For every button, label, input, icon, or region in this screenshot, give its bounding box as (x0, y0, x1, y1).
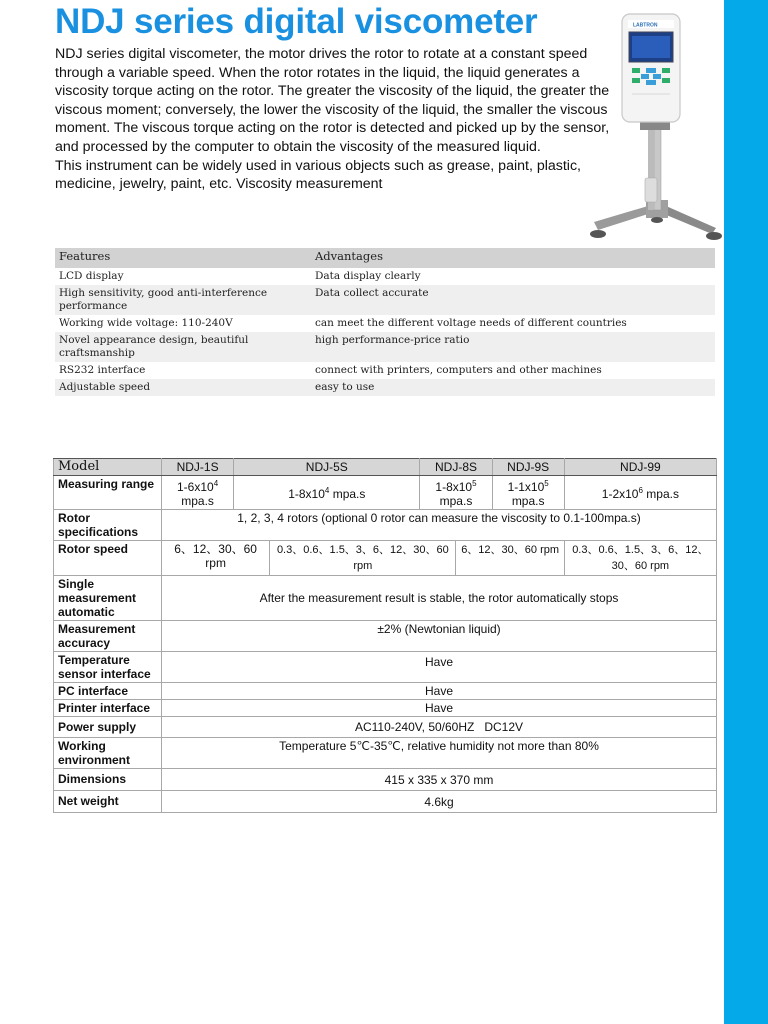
row-label: Rotor speed (54, 541, 162, 576)
row-label: Printer interface (54, 700, 162, 717)
power-supply-row (54, 717, 717, 738)
page-title: NDJ series digital viscometer (55, 2, 538, 41)
table-row (55, 332, 715, 362)
row-label: Power supply (54, 717, 162, 738)
printer-interface-value: Have (162, 700, 717, 717)
features-header: Features (55, 248, 311, 268)
feature-cell: High sensitivity, good anti-interference performance (55, 285, 311, 315)
intro-paragraph-2: This instrument can be widely used in various objects such as grease, paint, plastic, medicine, jewelry, paint, etc. Viscosity measurement (55, 157, 581, 193)
row-label: Working environment (54, 738, 162, 769)
working-environment-row (54, 738, 717, 769)
row-label: Rotor specifications (54, 510, 162, 541)
model-cell: NDJ-1S (162, 459, 234, 476)
range-cell: $1-6x10^4$ mpa.s (162, 476, 234, 510)
row-label: PC interface (54, 683, 162, 700)
row-label: Net weight (54, 791, 162, 813)
pc-interface-row (54, 683, 717, 700)
net-weight-row (54, 791, 717, 813)
power-supply-value: AC110-240V, 50/60HZ DC12V (162, 717, 717, 738)
model-cell: NDJ-5S (234, 459, 420, 476)
feature-cell: Working wide voltage: 110-240V (55, 315, 311, 332)
advantage-cell: Data collect accurate (311, 285, 715, 315)
features-header-row (55, 248, 715, 268)
feature-cell: LCD display (55, 268, 311, 285)
speed-cell: 6、12、30、60 rpm (456, 541, 564, 576)
table-row (55, 268, 715, 285)
speed-cell: 6、12、30、60 rpm (162, 541, 270, 576)
feature-cell: RS232 interface (55, 362, 311, 379)
side-accent-bar (724, 0, 768, 1024)
row-label: Dimensions (54, 769, 162, 791)
printer-interface-row (54, 700, 717, 717)
net-weight-value: 4.6kg (162, 791, 717, 813)
model-label: Model (54, 459, 162, 476)
model-row (54, 459, 717, 476)
pc-interface-value: Have (162, 683, 717, 700)
temperature-sensor-row (54, 652, 717, 683)
row-label: Temperature sensor interface (54, 652, 162, 683)
single-measurement-row (54, 576, 717, 621)
row-label: Single measurement automatic (54, 576, 162, 621)
model-cell: NDJ-9S (492, 459, 564, 476)
measuring-range-row (54, 476, 717, 510)
speed-cell: 0.3、0.6、1.5、3、6、12、30、60 rpm (270, 541, 456, 576)
intro-text (55, 45, 627, 194)
range-cell: $1-2x10^6$ mpa.s (564, 476, 716, 510)
intro-paragraph-1: NDJ series digital viscometer, the motor drives the rotor to rotate at a constant speed through a variable speed. When the rotor rotates in the liquid, the liquid generates a viscosity torque acting on the rotor. The greater the viscosity of the liquid, the greater the viscous moment; conversely, the lower the viscosity of the liquid, the smaller the viscous moment. The viscous torque acting on the rotor is detected and picked up by the sensor, and processed by the computer to obtain the viscosity of the measured liquid. (55, 46, 610, 155)
range-cell: $1-1x10^5$ mpa.s (492, 476, 564, 510)
feature-cell: Novel appearance design, beautiful craftsmanship (55, 332, 311, 362)
speed-cell: 0.3、0.6、1.5、3、6、12、30、60 rpm (564, 541, 716, 576)
row-label: Measuring range (54, 476, 162, 510)
range-cell: $1-8x10^5$ mpa.s (420, 476, 492, 510)
accuracy-value: ±2% (Newtonian liquid) (162, 621, 717, 652)
dimensions-row (54, 769, 717, 791)
advantage-cell: connect with printers, computers and other machines (311, 362, 715, 379)
table-row (55, 379, 715, 396)
row-label: Measurement accuracy (54, 621, 162, 652)
viscometer-image (588, 10, 724, 242)
advantage-cell: can meet the different voltage needs of different countries (311, 315, 715, 332)
rotor-spec-row (54, 510, 717, 541)
advantage-cell: Data display clearly (311, 268, 715, 285)
model-cell: NDJ-99 (564, 459, 716, 476)
rotor-speed-row (54, 541, 717, 576)
advantage-cell: easy to use (311, 379, 715, 396)
dimensions-value: 415 x 335 x 370 mm (162, 769, 717, 791)
temperature-sensor-value: Have (162, 652, 717, 683)
advantage-cell: high performance-price ratio (311, 332, 715, 362)
table-row (55, 315, 715, 332)
working-environment-value: Temperature 5℃-35℃, relative humidity not more than 80% (162, 738, 717, 769)
table-row (55, 285, 715, 315)
feature-cell: Adjustable speed (55, 379, 311, 396)
accuracy-row (54, 621, 717, 652)
range-cell: $1-8x10^4$ mpa.s (234, 476, 420, 510)
table-row (55, 362, 715, 379)
brand-label: LABTRON (633, 22, 658, 29)
specifications-table (53, 458, 717, 813)
single-measurement-value: After the measurement result is stable, the rotor automatically stops (162, 576, 717, 621)
model-cell: NDJ-8S (420, 459, 492, 476)
advantages-header: Advantages (311, 248, 715, 268)
rotor-spec-value: 1, 2, 3, 4 rotors (optional 0 rotor can measure the viscosity to 0.1-100mpa.s) (162, 510, 717, 541)
features-table (55, 248, 715, 396)
